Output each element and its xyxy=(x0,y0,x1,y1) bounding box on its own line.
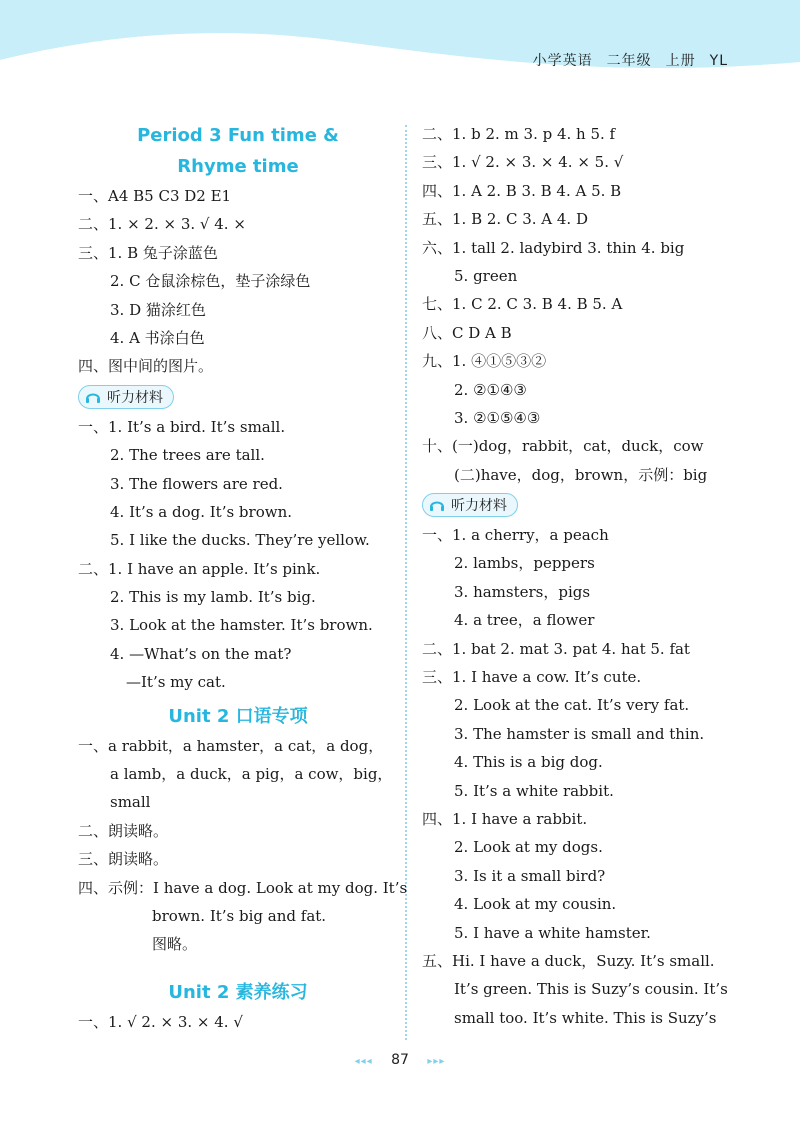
answer-line: —It’s my cat. xyxy=(126,673,226,692)
answer-line: 一、1. √ 2. × 3. × 4. √ xyxy=(78,1012,243,1031)
answer-line: 九、1. ④①⑤③② xyxy=(422,352,547,371)
answer-line: 2. ②①④③ xyxy=(454,380,527,399)
section-title: Rhyme time xyxy=(177,156,299,177)
answer-line: 4. Look at my cousin. xyxy=(454,895,617,914)
answer-line: 图略。 xyxy=(152,935,198,954)
answer-line: 八、C D A B xyxy=(422,323,512,342)
answer-line: 六、1. tall 2. ladybird 3. thin 4. big xyxy=(422,238,685,257)
answer-line: 二、1. bat 2. mat 3. pat 4. hat 5. fat xyxy=(422,639,690,658)
answer-line: 3. Is it a small bird? xyxy=(454,866,606,885)
answer-line: 2. Look at the cat. It’s very fat. xyxy=(454,696,690,715)
answer-line: 四、图中间的图片。 xyxy=(78,357,214,376)
tag-label: 听力材料 xyxy=(451,498,507,515)
column-divider xyxy=(405,125,407,1040)
answer-line: 4. —What’s on the mat? xyxy=(110,644,292,663)
answer-line: It’s green. This is Suzy’s cousin. It’s xyxy=(454,980,728,999)
section-title: Unit 2 口语专项 xyxy=(168,705,308,727)
answer-line: 三、朗读略。 xyxy=(78,850,169,869)
header-info xyxy=(519,50,728,70)
answer-line: 四、示例：I have a dog. Look at my dog. It’s xyxy=(78,878,408,897)
answer-line: 四、1. A 2. B 3. B 4. A 5. B xyxy=(422,181,622,200)
page-footer xyxy=(0,1052,800,1068)
headphones-icon xyxy=(85,390,101,404)
answer-line: small xyxy=(110,793,151,812)
header-edition: YL xyxy=(709,53,728,69)
answer-line: a lamb，a duck，a pig，a cow，big， xyxy=(110,765,393,784)
answer-line: 3. The flowers are red. xyxy=(110,474,283,493)
answer-line: 5. I like the ducks. They’re yellow. xyxy=(110,531,370,550)
answer-line: 5. It’s a white rabbit. xyxy=(454,781,614,800)
listening-material-tag xyxy=(422,493,518,517)
answer-line: 一、1. a cherry，a peach xyxy=(422,526,609,545)
answer-line: 二、1. I have an apple. It’s pink. xyxy=(78,559,321,578)
answer-line: 二、朗读略。 xyxy=(78,821,169,840)
answer-line: 2. C 仓鼠涂棕色，垫子涂绿色 xyxy=(110,272,311,291)
answer-line: 4. It’s a dog. It’s brown. xyxy=(110,502,293,521)
answer-line: 3. ②①⑤④③ xyxy=(454,408,541,427)
page-number: 87 xyxy=(391,1052,409,1068)
answer-line: 4. a tree，a flower xyxy=(454,611,595,630)
section-title: Period 3 Fun time & xyxy=(137,125,339,146)
answer-line: 4. A 书涂白色 xyxy=(110,328,205,347)
answer-line: (二)have，dog，brown，示例：big xyxy=(454,465,708,484)
listening-material-tag xyxy=(78,385,174,409)
left-column xyxy=(78,120,408,1036)
right-arrows-icon: ▸▸▸ xyxy=(427,1056,446,1067)
answer-line: 2. This is my lamb. It’s big. xyxy=(110,588,316,607)
answer-line: 三、1. I have a cow. It’s cute. xyxy=(422,668,642,687)
answer-line: 三、1. B 兔子涂蓝色 xyxy=(78,243,218,262)
answer-line: 3. hamsters，pigs xyxy=(454,582,591,601)
header-volume: 上册 xyxy=(665,53,696,69)
answer-line: 三、1. √ 2. × 3. × 4. × 5. √ xyxy=(422,153,624,172)
header-grade: 二年级 xyxy=(606,53,652,69)
answer-line: 2. The trees are tall. xyxy=(110,446,265,465)
answer-line: brown. It’s big and fat. xyxy=(152,906,327,925)
header-subject: 小学英语 xyxy=(532,53,593,69)
tag-label: 听力材料 xyxy=(107,389,163,406)
answer-line: 5. I have a white hamster. xyxy=(454,923,651,942)
answer-line: 一、A4 B5 C3 D2 E1 xyxy=(78,187,232,205)
answer-line: 2. lambs，peppers xyxy=(454,554,595,573)
answer-line: 3. D 猫涂红色 xyxy=(110,300,206,319)
headphones-icon xyxy=(429,498,445,512)
answer-line: 2. Look at my dogs. xyxy=(454,838,603,857)
answer-line: 一、1. It’s a bird. It’s small. xyxy=(78,417,286,436)
answer-line: 二、1. × 2. × 3. √ 4. × xyxy=(78,215,246,234)
left-arrows-icon: ◂◂◂ xyxy=(354,1056,373,1067)
answer-line: 四、1. I have a rabbit. xyxy=(422,809,588,828)
answer-line: 5. green xyxy=(454,266,518,285)
answer-line: 4. This is a big dog. xyxy=(454,753,603,772)
answer-line: 十、(一)dog，rabbit，cat，duck，cow xyxy=(422,437,704,456)
answer-line: 二、1. b 2. m 3. p 4. h 5. f xyxy=(422,125,616,143)
answer-line: 3. Look at the hamster. It’s brown. xyxy=(110,616,373,635)
right-column xyxy=(422,120,742,1032)
section-title: Unit 2 素养练习 xyxy=(168,981,308,1003)
answer-line: 一、a rabbit，a hamster，a cat，a dog， xyxy=(78,736,384,755)
answer-line: 五、Hi. I have a duck，Suzy. It’s small. xyxy=(422,951,715,970)
answer-line: 七、1. C 2. C 3. B 4. B 5. A xyxy=(422,295,623,314)
answer-line: 五、1. B 2. C 3. A 4. D xyxy=(422,210,588,229)
answer-line: 3. The hamster is small and thin. xyxy=(454,724,705,743)
answer-line: small too. It’s white. This is Suzy’s xyxy=(454,1008,717,1027)
